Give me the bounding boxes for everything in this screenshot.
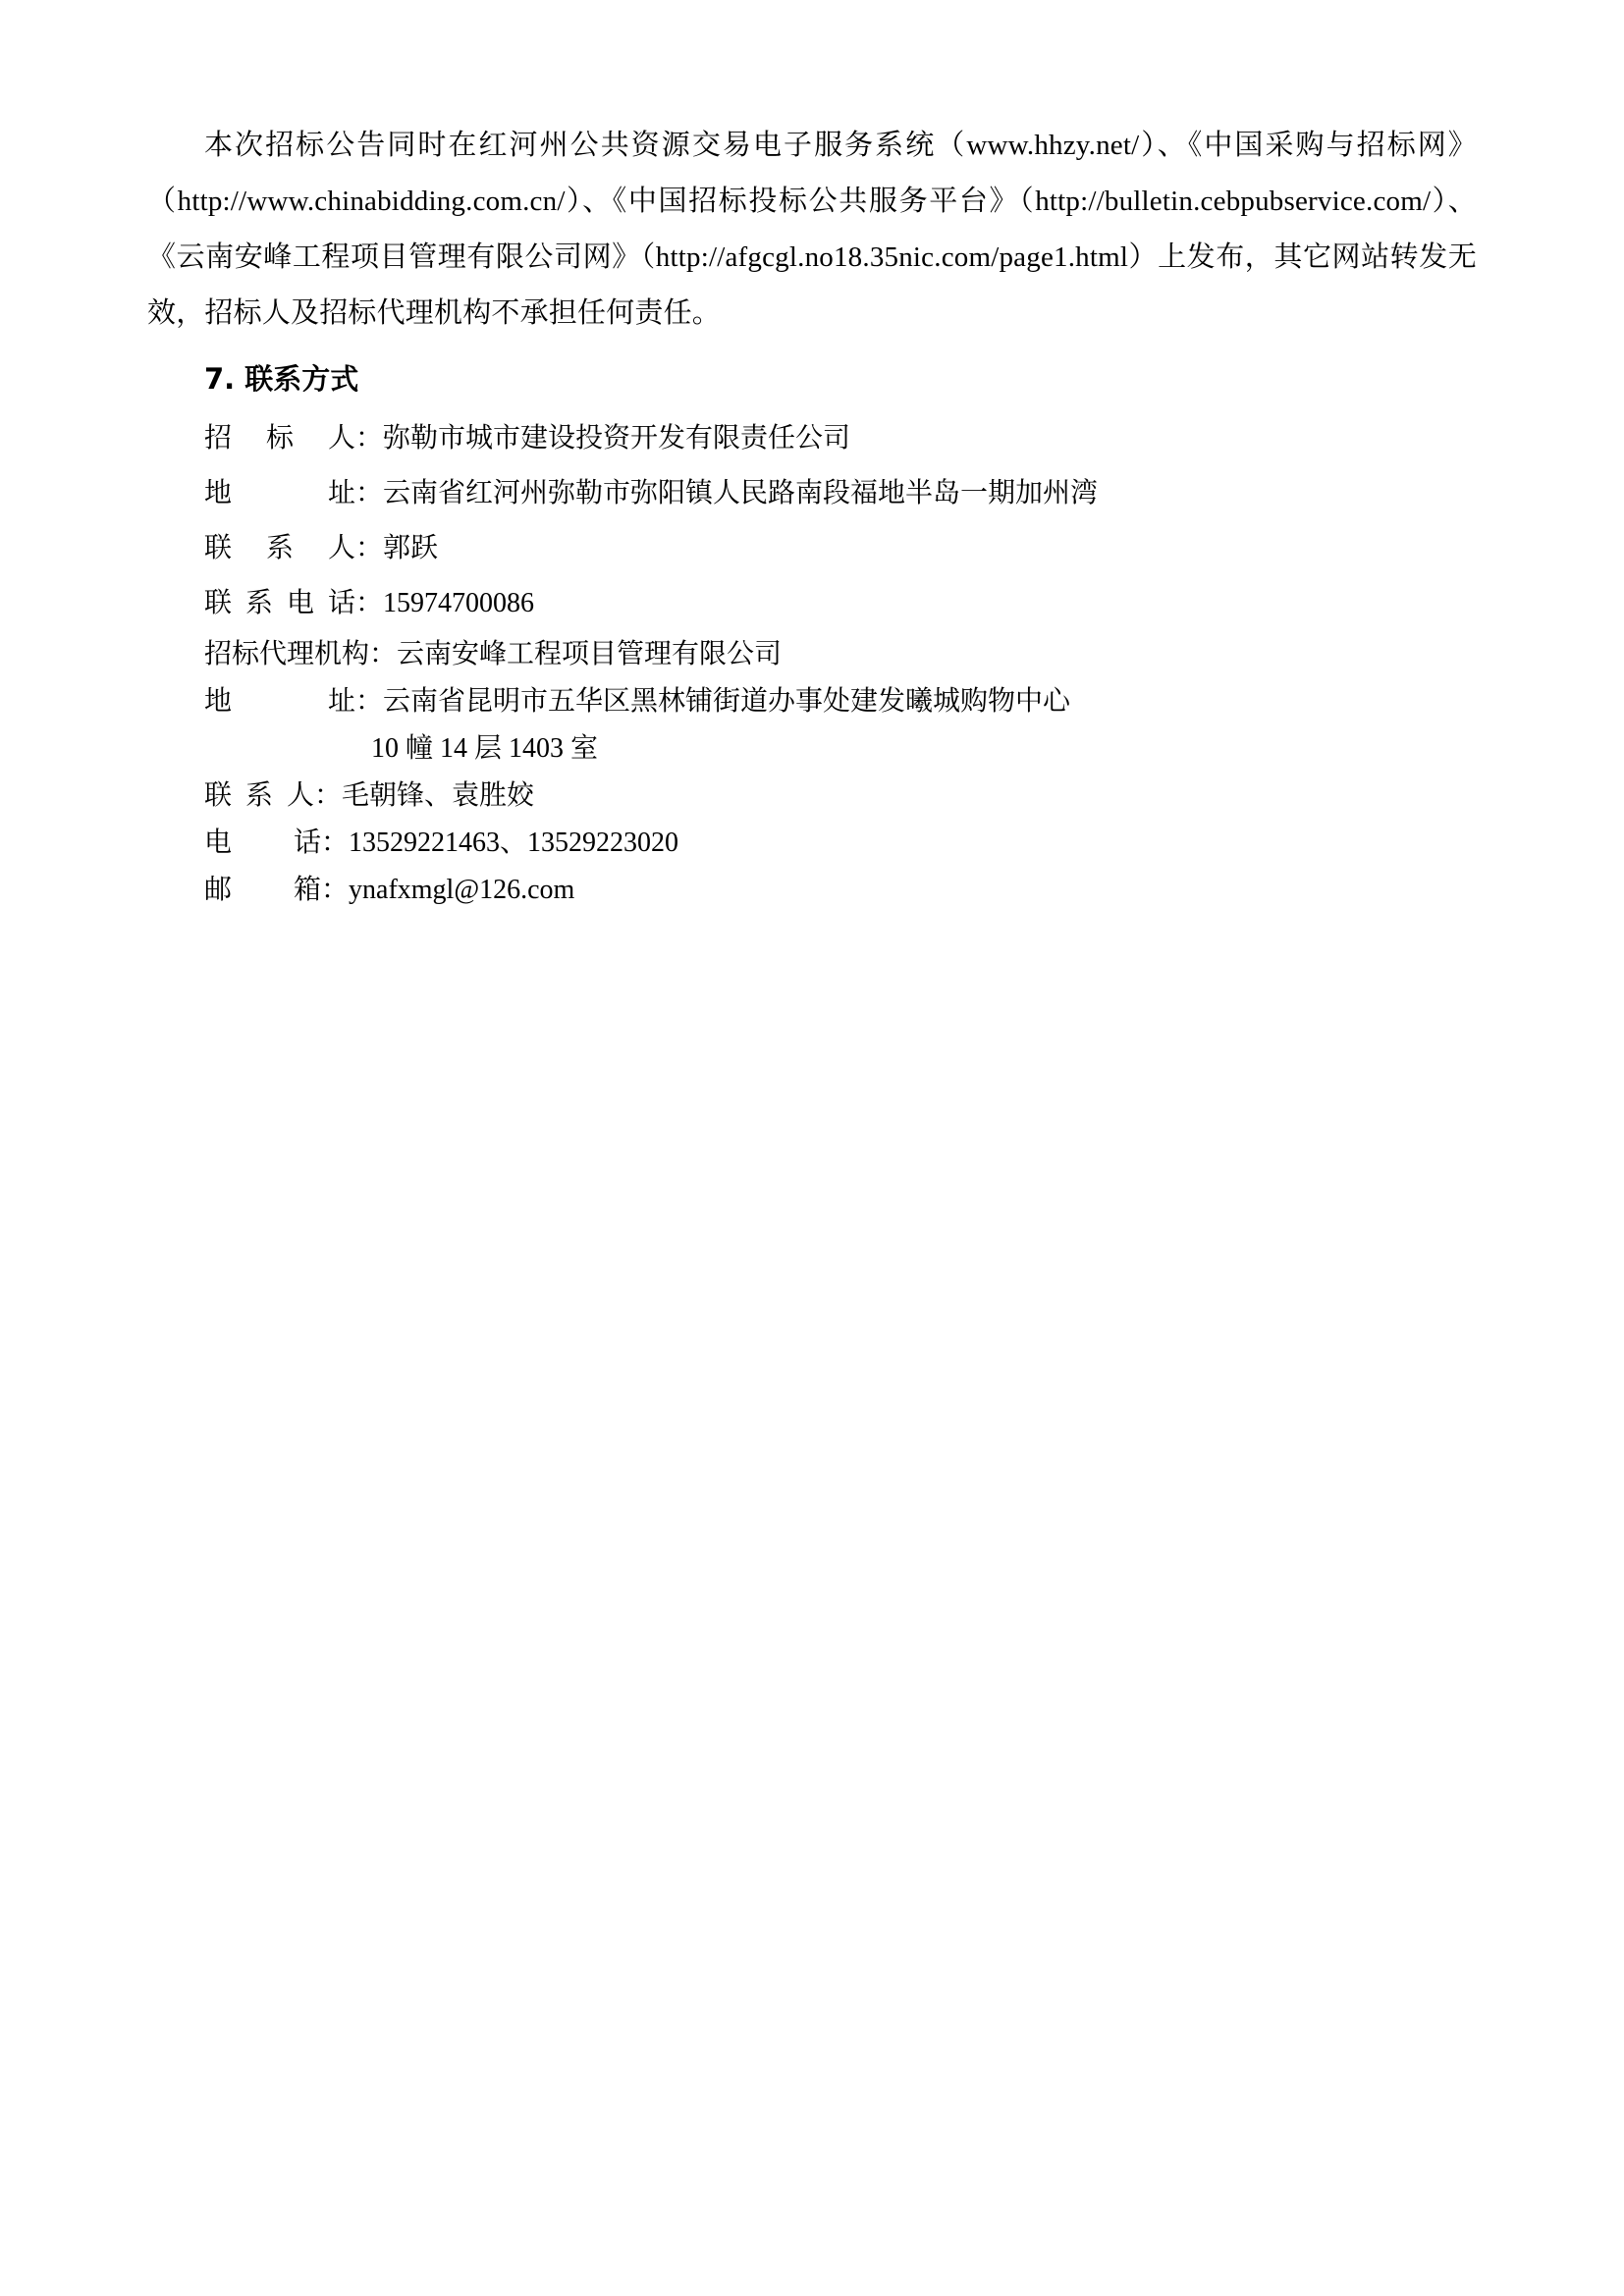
contact-row-phone xyxy=(204,576,1477,631)
contact-value: 13529221463、13529223020 xyxy=(349,828,679,858)
contact-row-agency-person xyxy=(204,773,1477,820)
contact-row-agency-phone xyxy=(204,820,1477,867)
contact-value: 弥勒市城市建设投资开发有限责任公司 xyxy=(383,423,851,454)
contact-value: 云南安峰工程项目管理有限公司 xyxy=(397,639,783,669)
contact-row-tenderer xyxy=(204,411,1477,466)
contact-value: 云南省昆明市五华区黑林铺街道办事处建发曦城购物中心 xyxy=(383,686,1071,717)
contact-value: 云南省红河州弥勒市弥阳镇人民路南段福地半岛一期加州湾 xyxy=(383,478,1099,508)
contact-label: 电 话： xyxy=(204,828,350,858)
contact-value: 郭跃 xyxy=(383,533,439,563)
contact-row-person xyxy=(204,521,1477,576)
intro-paragraph: 本次招标公告同时在红河州公共资源交易电子服务系统（www.hhzy.net/）、《中国采购与招标网》（http://www.chinabidding.com.cn/）、《中国招标投标公共服务平台》（http://bulletin.cebpubservice.com/）、《云南安峰工程项目管理有限公司网》（http://afgcgl.no18.35nic.com/page1.html）上发布，其它网站转发无效，招标人及招标代理机构不承担任何责任。 xyxy=(147,130,1477,329)
section-title-contact: 7. 联系方式 xyxy=(204,362,359,396)
contact-label: 联 系 人： xyxy=(204,533,384,563)
contact-row-address xyxy=(204,466,1477,521)
contact-label: 招 标 人： xyxy=(204,423,384,454)
contact-label: 联 系 人： xyxy=(204,780,343,811)
contact-row-agency xyxy=(204,631,1477,678)
contact-value: 毛朝锋、袁胜姣 xyxy=(342,780,535,811)
contact-block xyxy=(147,411,1477,914)
contact-value: 15974700086 xyxy=(383,588,535,618)
contact-label: 联 系 电 话： xyxy=(204,588,384,618)
contact-value: ynafxmgl@126.com xyxy=(349,875,575,905)
contact-row-agency-address xyxy=(204,678,1477,725)
contact-row-agency-address-cont: 10 幢 14 层 1403 室 xyxy=(371,733,599,764)
contact-label: 招标代理机构： xyxy=(204,639,398,669)
contact-label: 地 址： xyxy=(204,686,384,717)
contact-row-agency-email xyxy=(204,867,1477,914)
contact-label: 地 址： xyxy=(204,478,384,508)
contact-label: 邮 箱： xyxy=(204,875,350,905)
